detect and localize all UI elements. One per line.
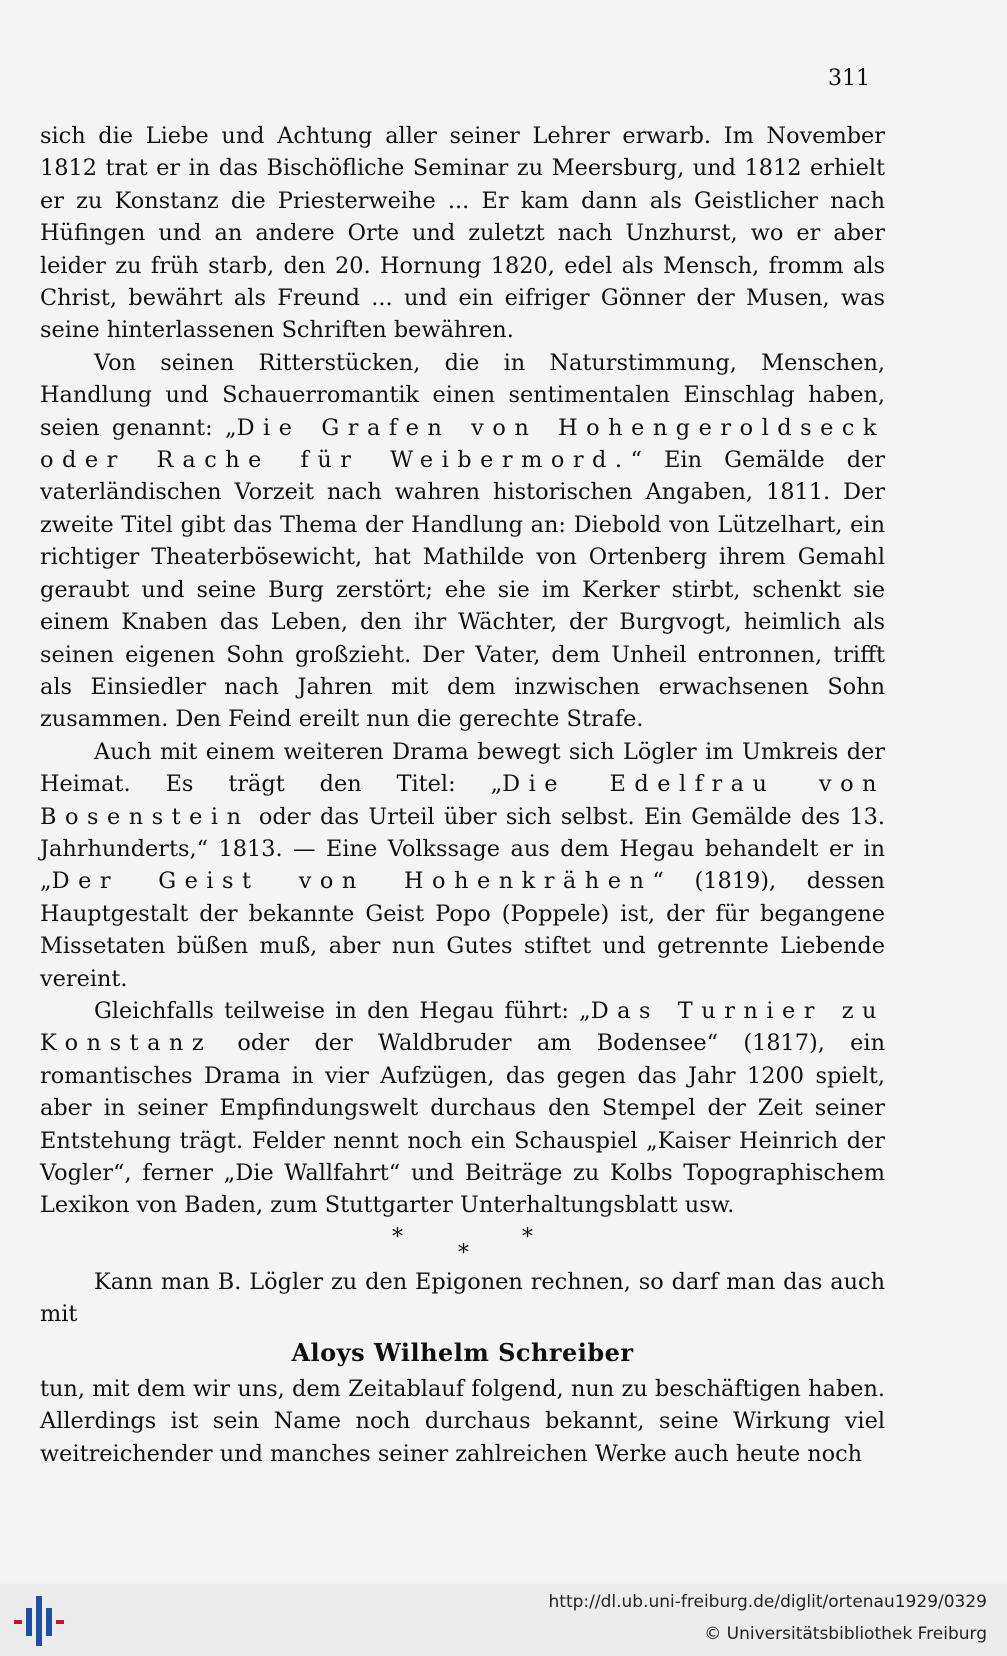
source-url-link[interactable]: http://dl.ub.uni-freiburg.de/diglit/ortenau1929/0329 [548, 1592, 987, 1612]
page-number: 311 [828, 66, 870, 91]
divider-star: * [522, 1224, 533, 1250]
paragraph-4 [40, 995, 885, 1222]
footer-bar [0, 1584, 1007, 1656]
text-run: oder das Urteil über sich selbst. Ein Gemälde des 13. Jahrhunderts,“ 1813. — Eine Volkssage aus dem Hegau behandelt er in „ [40, 803, 885, 895]
divider-star: * [392, 1224, 403, 1250]
spaced-title: Das Turnier zu Konstanz [40, 997, 885, 1057]
text-run: oder der Waldbruder am Bodensee“ (1817), ein romantisches Drama in vier Aufzügen, das gegen das Jahr 1200 spielt, aber in seiner Empfindungswelt durchaus den Stempel der Zeit seiner Entstehung trägt. Felder nennt noch ein Schauspiel „Kaiser Heinrich der Vogler“, ferner „Die Wallfahrt“ und Beiträge zu Kolbs Topographischem Lexikon von Baden, zum Stuttgarter Unterhaltungsblatt usw. [40, 1030, 885, 1219]
spaced-title: Die Grafen von Hohengeroldseck oder Rache für Weibermord. [40, 414, 885, 474]
text-run: Auch mit einem weiteren Drama bewegt sich Lögler im Umkreis der Heimat. Es trägt den Titel: „ [40, 738, 885, 798]
copyright-text: © Universitätsbibliothek Freiburg [704, 1624, 987, 1644]
paragraph-6: tun, mit dem wir uns, dem Zeitablauf folgend, nun zu beschäftigen haben. Allerdings ist sein Name noch durchaus bekannt, seine Wirkung viel weitreichender und manches seiner zahlreichen Werke auch heute noch [40, 1376, 885, 1467]
text-run: “ Ein Gemälde der vaterländischen Vorzeit nach wahren historischen Angaben, 1811. Der zweite Titel gibt das Thema der Handlung an: Diebold von Lützelhart, ein richtiger Theaterbösewicht, hat Mathilde von Ortenberg ihrem Gemahl geraubt und seine Burg zerstört; ehe sie im Kerker stirbt, schenkt sie einem Knaben das Leben, den ihr Wächter, der Burgvogt, heimlich als seinen eigenen Sohn großzieht. Der Vater, dem Unheil entronnen, trifft als Einsiedler nach Jahren mit dem inzwischen erwachsenen Sohn zusammen. Den Feind ereilt nun die gerechte Strafe. [40, 447, 885, 733]
section-divider [40, 1222, 885, 1266]
spaced-title: Der Geist von Hohenkrähen [51, 868, 653, 895]
library-logo-icon [10, 1590, 66, 1650]
text-run: “ (1819), dessen Hauptgestalt der bekannte Geist Popo (Poppele) ist, der für begangene Missetaten büßen muß, aber nun Gutes stiftet und getrennte Liebende vereint. [40, 868, 885, 992]
text-run: Gleichfalls teilweise in den Hegau führt: „ [94, 997, 591, 1024]
author-heading: Aloys Wilhelm Schreiber [291, 1337, 634, 1367]
divider-star: * [458, 1240, 469, 1266]
paragraph-3 [40, 736, 885, 995]
text-run: Von seinen Ritterstücken, die in Naturstimmung, Menschen, Handlung und Schauerromantik einen sentimentalen Einschlag haben, seien genannt: „ [40, 349, 885, 441]
paragraph-1: sich die Liebe und Achtung aller seiner Lehrer erwarb. Im November 1812 trat er in das Bischöfliche Seminar zu Meersburg, und 1812 erhielt er zu Konstanz die Priesterweihe ... Er kam dann als Geistlicher nach Hüfingen und an andere Orte und zuletzt nach Unzhurst, wo er aber leider zu früh starb, den 20. Hornung 1820, edel als Mensch, fromm als Christ, bewährt als Freund ... und ein eifriger Gönner der Musen, was seine hinterlassenen Schriften bewähren. [40, 123, 885, 344]
paragraph-5: Kann man B. Lögler zu den Epigonen rechnen, so darf man das auch mit [40, 1268, 885, 1328]
spaced-title: Die Edelfrau von Bosenstein [40, 771, 885, 830]
body-text [40, 120, 885, 1470]
paragraph-2 [40, 347, 885, 736]
